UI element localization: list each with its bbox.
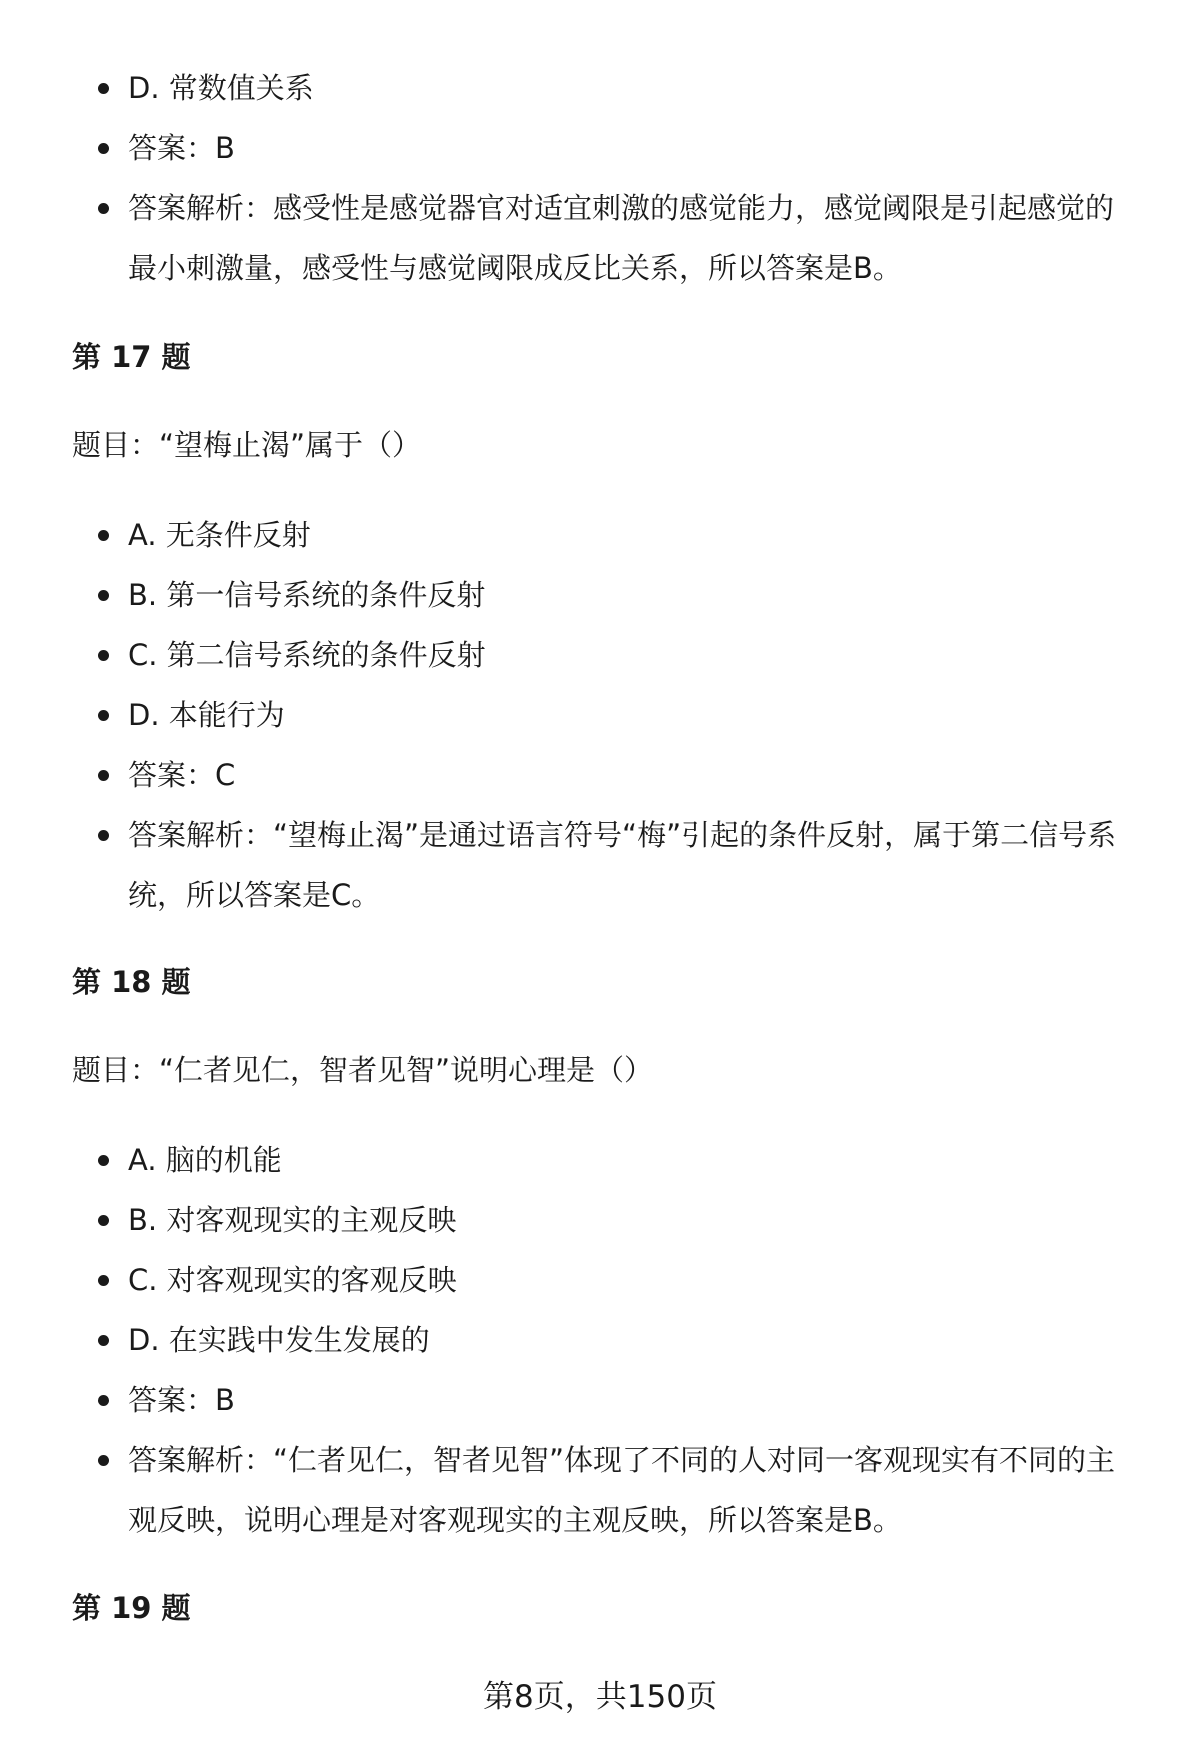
option-a: A. 脑的机能 — [128, 1143, 282, 1177]
question-heading: 第 17 题 — [72, 340, 191, 374]
list-item — [0, 505, 1200, 565]
bullet-dot — [98, 143, 109, 154]
question-heading: 第 19 题 — [72, 1591, 191, 1625]
question-heading: 第 18 题 — [72, 965, 191, 999]
bullet-dot — [98, 1275, 109, 1286]
list-item — [0, 745, 1200, 805]
bullet-dot — [98, 590, 109, 601]
answer: 答案：B — [128, 131, 235, 165]
bullet-dot — [98, 830, 109, 841]
answer-explanation: 答案解析：“望梅止渴”是通过语言符号“梅”引起的条件反射，属于第二信号系统，所以答案是C。 — [128, 818, 1117, 912]
option-d: D. 在实践中发生发展的 — [128, 1323, 430, 1357]
answer-explanation: 答案解析：感受性是感觉器官对适宜刺激的感觉能力，感觉阈限是引起感觉的最小刺激量，感受性与感觉阈限成反比关系，所以答案是B。 — [128, 191, 1115, 285]
bullet-dot — [98, 770, 109, 781]
list-item — [0, 565, 1200, 625]
option-d: D. 常数值关系 — [128, 71, 314, 105]
option-d: D. 本能行为 — [128, 698, 285, 732]
question-stem: 题目：“仁者见仁，智者见智”说明心理是（） — [72, 1053, 654, 1087]
list-item — [0, 58, 1200, 118]
list-item — [0, 625, 1200, 685]
bullet-dot — [98, 1215, 109, 1226]
q16-tail-list — [0, 58, 1200, 298]
answer: 答案：C — [128, 758, 236, 792]
list-item — [0, 118, 1200, 178]
q18-options-list — [0, 1130, 1200, 1550]
list-item — [0, 1250, 1200, 1310]
bullet-dot — [98, 530, 109, 541]
list-item — [0, 178, 1200, 298]
option-b: B. 对客观现实的主观反映 — [128, 1203, 457, 1237]
bullet-dot — [98, 203, 109, 214]
question-stem: 题目：“望梅止渴”属于（） — [72, 428, 422, 462]
bullet-dot — [98, 1155, 109, 1166]
bullet-dot — [98, 1455, 109, 1466]
list-item — [0, 805, 1200, 925]
option-c: C. 第二信号系统的条件反射 — [128, 638, 486, 672]
list-item — [0, 1130, 1200, 1190]
bullet-dot — [98, 710, 109, 721]
list-item — [0, 1190, 1200, 1250]
list-item — [0, 1370, 1200, 1430]
list-item — [0, 1310, 1200, 1370]
bullet-dot — [98, 83, 109, 94]
list-item — [0, 1430, 1200, 1550]
answer-explanation: 答案解析：“仁者见仁，智者见智”体现了不同的人对同一客观现实有不同的主观反映，说明心理是对客观现实的主观反映，所以答案是B。 — [128, 1443, 1116, 1537]
q17-options-list — [0, 505, 1200, 925]
answer: 答案：B — [128, 1383, 235, 1417]
bullet-dot — [98, 1335, 109, 1346]
page-indicator: 第8页，共150页 — [483, 1679, 717, 1715]
list-item — [0, 685, 1200, 745]
bullet-dot — [98, 650, 109, 661]
bullet-dot — [98, 1395, 109, 1406]
option-a: A. 无条件反射 — [128, 518, 311, 552]
option-b: B. 第一信号系统的条件反射 — [128, 578, 486, 612]
option-c: C. 对客观现实的客观反映 — [128, 1263, 457, 1297]
